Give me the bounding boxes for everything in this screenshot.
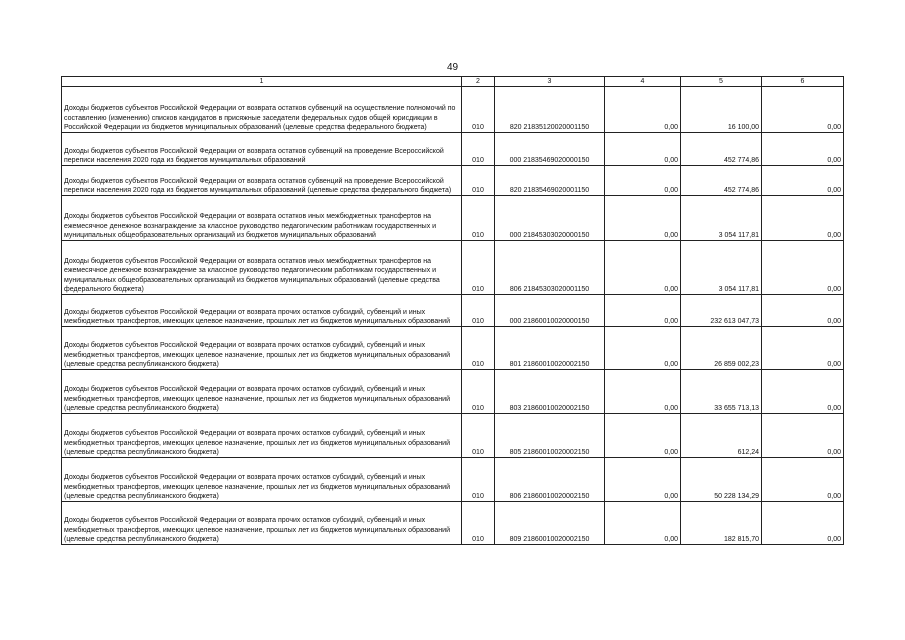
row-description: Доходы бюджетов субъектов Российской Федерации от возврата прочих остатков субсидий, субвенций и иных межбюджетных трансфертов, имеющих целевое назначение, прошлых лет из бюджетов муниципальных образований (целевые средства республиканского бюджета) bbox=[62, 370, 462, 414]
row-description: Доходы бюджетов субъектов Российской Федерации от возврата остатков субвенций на осуществление полномочий по составлению (изменению) списков кандидатов в присяжные заседатели федеральных судов общей юрисдикции в Российской Федерации из бюджетов муниципальных образований (целевые средства федерального бюджета) bbox=[62, 87, 462, 133]
row-budget-code: 000 21860010020000150 bbox=[495, 295, 605, 327]
table-row bbox=[62, 87, 844, 133]
row-value-col4: 0,00 bbox=[605, 458, 681, 502]
row-value-col6: 0,00 bbox=[762, 133, 844, 166]
row-description: Доходы бюджетов субъектов Российской Федерации от возврата прочих остатков субсидий, субвенций и иных межбюджетных трансфертов, имеющих целевое назначение, прошлых лет из бюджетов муниципальных образований bbox=[62, 295, 462, 327]
row-value-col4: 0,00 bbox=[605, 414, 681, 458]
row-line-code: 010 bbox=[462, 370, 495, 414]
row-value-col5: 232 613 047,73 bbox=[681, 295, 762, 327]
row-value-col4: 0,00 bbox=[605, 196, 681, 241]
row-budget-code: 806 21860010020002150 bbox=[495, 458, 605, 502]
row-description: Доходы бюджетов субъектов Российской Федерации от возврата остатков субвенций на проведение Всероссийской переписи населения 2020 года из бюджетов муниципальных образований bbox=[62, 133, 462, 166]
row-line-code: 010 bbox=[462, 327, 495, 370]
row-value-col4: 0,00 bbox=[605, 502, 681, 545]
row-value-col5: 26 859 002,23 bbox=[681, 327, 762, 370]
row-value-col5: 612,24 bbox=[681, 414, 762, 458]
row-line-code: 010 bbox=[462, 458, 495, 502]
row-value-col6: 0,00 bbox=[762, 241, 844, 295]
row-line-code: 010 bbox=[462, 166, 495, 196]
row-budget-code: 809 21860010020002150 bbox=[495, 502, 605, 545]
row-value-col6: 0,00 bbox=[762, 458, 844, 502]
row-line-code: 010 bbox=[462, 241, 495, 295]
header-row bbox=[62, 77, 844, 87]
row-value-col6: 0,00 bbox=[762, 166, 844, 196]
row-value-col4: 0,00 bbox=[605, 87, 681, 133]
column-header-6: 6 bbox=[762, 77, 844, 87]
row-value-col6: 0,00 bbox=[762, 295, 844, 327]
row-value-col5: 50 228 134,29 bbox=[681, 458, 762, 502]
row-value-col4: 0,00 bbox=[605, 241, 681, 295]
table-row bbox=[62, 502, 844, 545]
column-header-3: 3 bbox=[495, 77, 605, 87]
row-budget-code: 000 21835469020000150 bbox=[495, 133, 605, 166]
row-description: Доходы бюджетов субъектов Российской Федерации от возврата прочих остатков субсидий, субвенций и иных межбюджетных трансфертов, имеющих целевое назначение, прошлых лет из бюджетов муниципальных образований (целевые средства республиканского бюджета) bbox=[62, 327, 462, 370]
table-row bbox=[62, 133, 844, 166]
page-number: 49 bbox=[446, 62, 459, 73]
table-row bbox=[62, 370, 844, 414]
row-budget-code: 801 21860010020002150 bbox=[495, 327, 605, 370]
row-budget-code: 000 21845303020000150 bbox=[495, 196, 605, 241]
row-line-code: 010 bbox=[462, 133, 495, 166]
row-value-col4: 0,00 bbox=[605, 370, 681, 414]
row-value-col4: 0,00 bbox=[605, 166, 681, 196]
row-value-col4: 0,00 bbox=[605, 327, 681, 370]
row-line-code: 010 bbox=[462, 196, 495, 241]
row-budget-code: 805 21860010020002150 bbox=[495, 414, 605, 458]
row-value-col5: 452 774,86 bbox=[681, 166, 762, 196]
row-value-col6: 0,00 bbox=[762, 414, 844, 458]
column-header-5: 5 bbox=[681, 77, 762, 87]
column-header-1: 1 bbox=[62, 77, 462, 87]
row-value-col4: 0,00 bbox=[605, 133, 681, 166]
row-value-col5: 33 655 713,13 bbox=[681, 370, 762, 414]
row-line-code: 010 bbox=[462, 502, 495, 545]
row-description: Доходы бюджетов субъектов Российской Федерации от возврата остатков иных межбюджетных трансфертов на ежемесячное денежное вознаграждение за классное руководство педагогическим работникам государственных и муниципальных общеобразовательных организаций из бюджетов муниципальных образований bbox=[62, 196, 462, 241]
table-row bbox=[62, 327, 844, 370]
row-description: Доходы бюджетов субъектов Российской Федерации от возврата остатков иных межбюджетных трансфертов на ежемесячное денежное вознаграждение за классное руководство педагогическим работникам государственных и муниципальных общеобразовательных организаций из бюджетов муниципальных образований (целевые средства федерального бюджета) bbox=[62, 241, 462, 295]
row-description: Доходы бюджетов субъектов Российской Федерации от возврата прочих остатков субсидий, субвенций и иных межбюджетных трансфертов, имеющих целевое назначение, прошлых лет из бюджетов муниципальных образований (целевые средства республиканского бюджета) bbox=[62, 414, 462, 458]
report-table bbox=[61, 76, 844, 545]
table-row bbox=[62, 166, 844, 196]
table-row bbox=[62, 241, 844, 295]
row-value-col5: 452 774,86 bbox=[681, 133, 762, 166]
row-budget-code: 806 21845303020001150 bbox=[495, 241, 605, 295]
column-header-2: 2 bbox=[462, 77, 495, 87]
row-description: Доходы бюджетов субъектов Российской Федерации от возврата прочих остатков субсидий, субвенций и иных межбюджетных трансфертов, имеющих целевое назначение, прошлых лет из бюджетов муниципальных образований (целевые средства республиканского бюджета) bbox=[62, 502, 462, 545]
row-value-col6: 0,00 bbox=[762, 327, 844, 370]
row-value-col6: 0,00 bbox=[762, 87, 844, 133]
row-value-col5: 182 815,70 bbox=[681, 502, 762, 545]
row-budget-code: 820 21835469020001150 bbox=[495, 166, 605, 196]
table-row bbox=[62, 295, 844, 327]
table-row bbox=[62, 458, 844, 502]
table-row bbox=[62, 414, 844, 458]
row-value-col5: 3 054 117,81 bbox=[681, 241, 762, 295]
row-value-col6: 0,00 bbox=[762, 196, 844, 241]
row-line-code: 010 bbox=[462, 414, 495, 458]
table-row bbox=[62, 196, 844, 241]
column-header-4: 4 bbox=[605, 77, 681, 87]
row-budget-code: 803 21860010020002150 bbox=[495, 370, 605, 414]
row-value-col5: 3 054 117,81 bbox=[681, 196, 762, 241]
row-value-col6: 0,00 bbox=[762, 370, 844, 414]
row-line-code: 010 bbox=[462, 87, 495, 133]
row-value-col5: 16 100,00 bbox=[681, 87, 762, 133]
row-description: Доходы бюджетов субъектов Российской Федерации от возврата остатков субвенций на проведение Всероссийской переписи населения 2020 года из бюджетов муниципальных образований (целевые средства федерального бюджета) bbox=[62, 166, 462, 196]
row-budget-code: 820 21835120020001150 bbox=[495, 87, 605, 133]
row-value-col4: 0,00 bbox=[605, 295, 681, 327]
row-line-code: 010 bbox=[462, 295, 495, 327]
row-description: Доходы бюджетов субъектов Российской Федерации от возврата прочих остатков субсидий, субвенций и иных межбюджетных трансфертов, имеющих целевое назначение, прошлых лет из бюджетов муниципальных образований (целевые средства республиканского бюджета) bbox=[62, 458, 462, 502]
row-value-col6: 0,00 bbox=[762, 502, 844, 545]
